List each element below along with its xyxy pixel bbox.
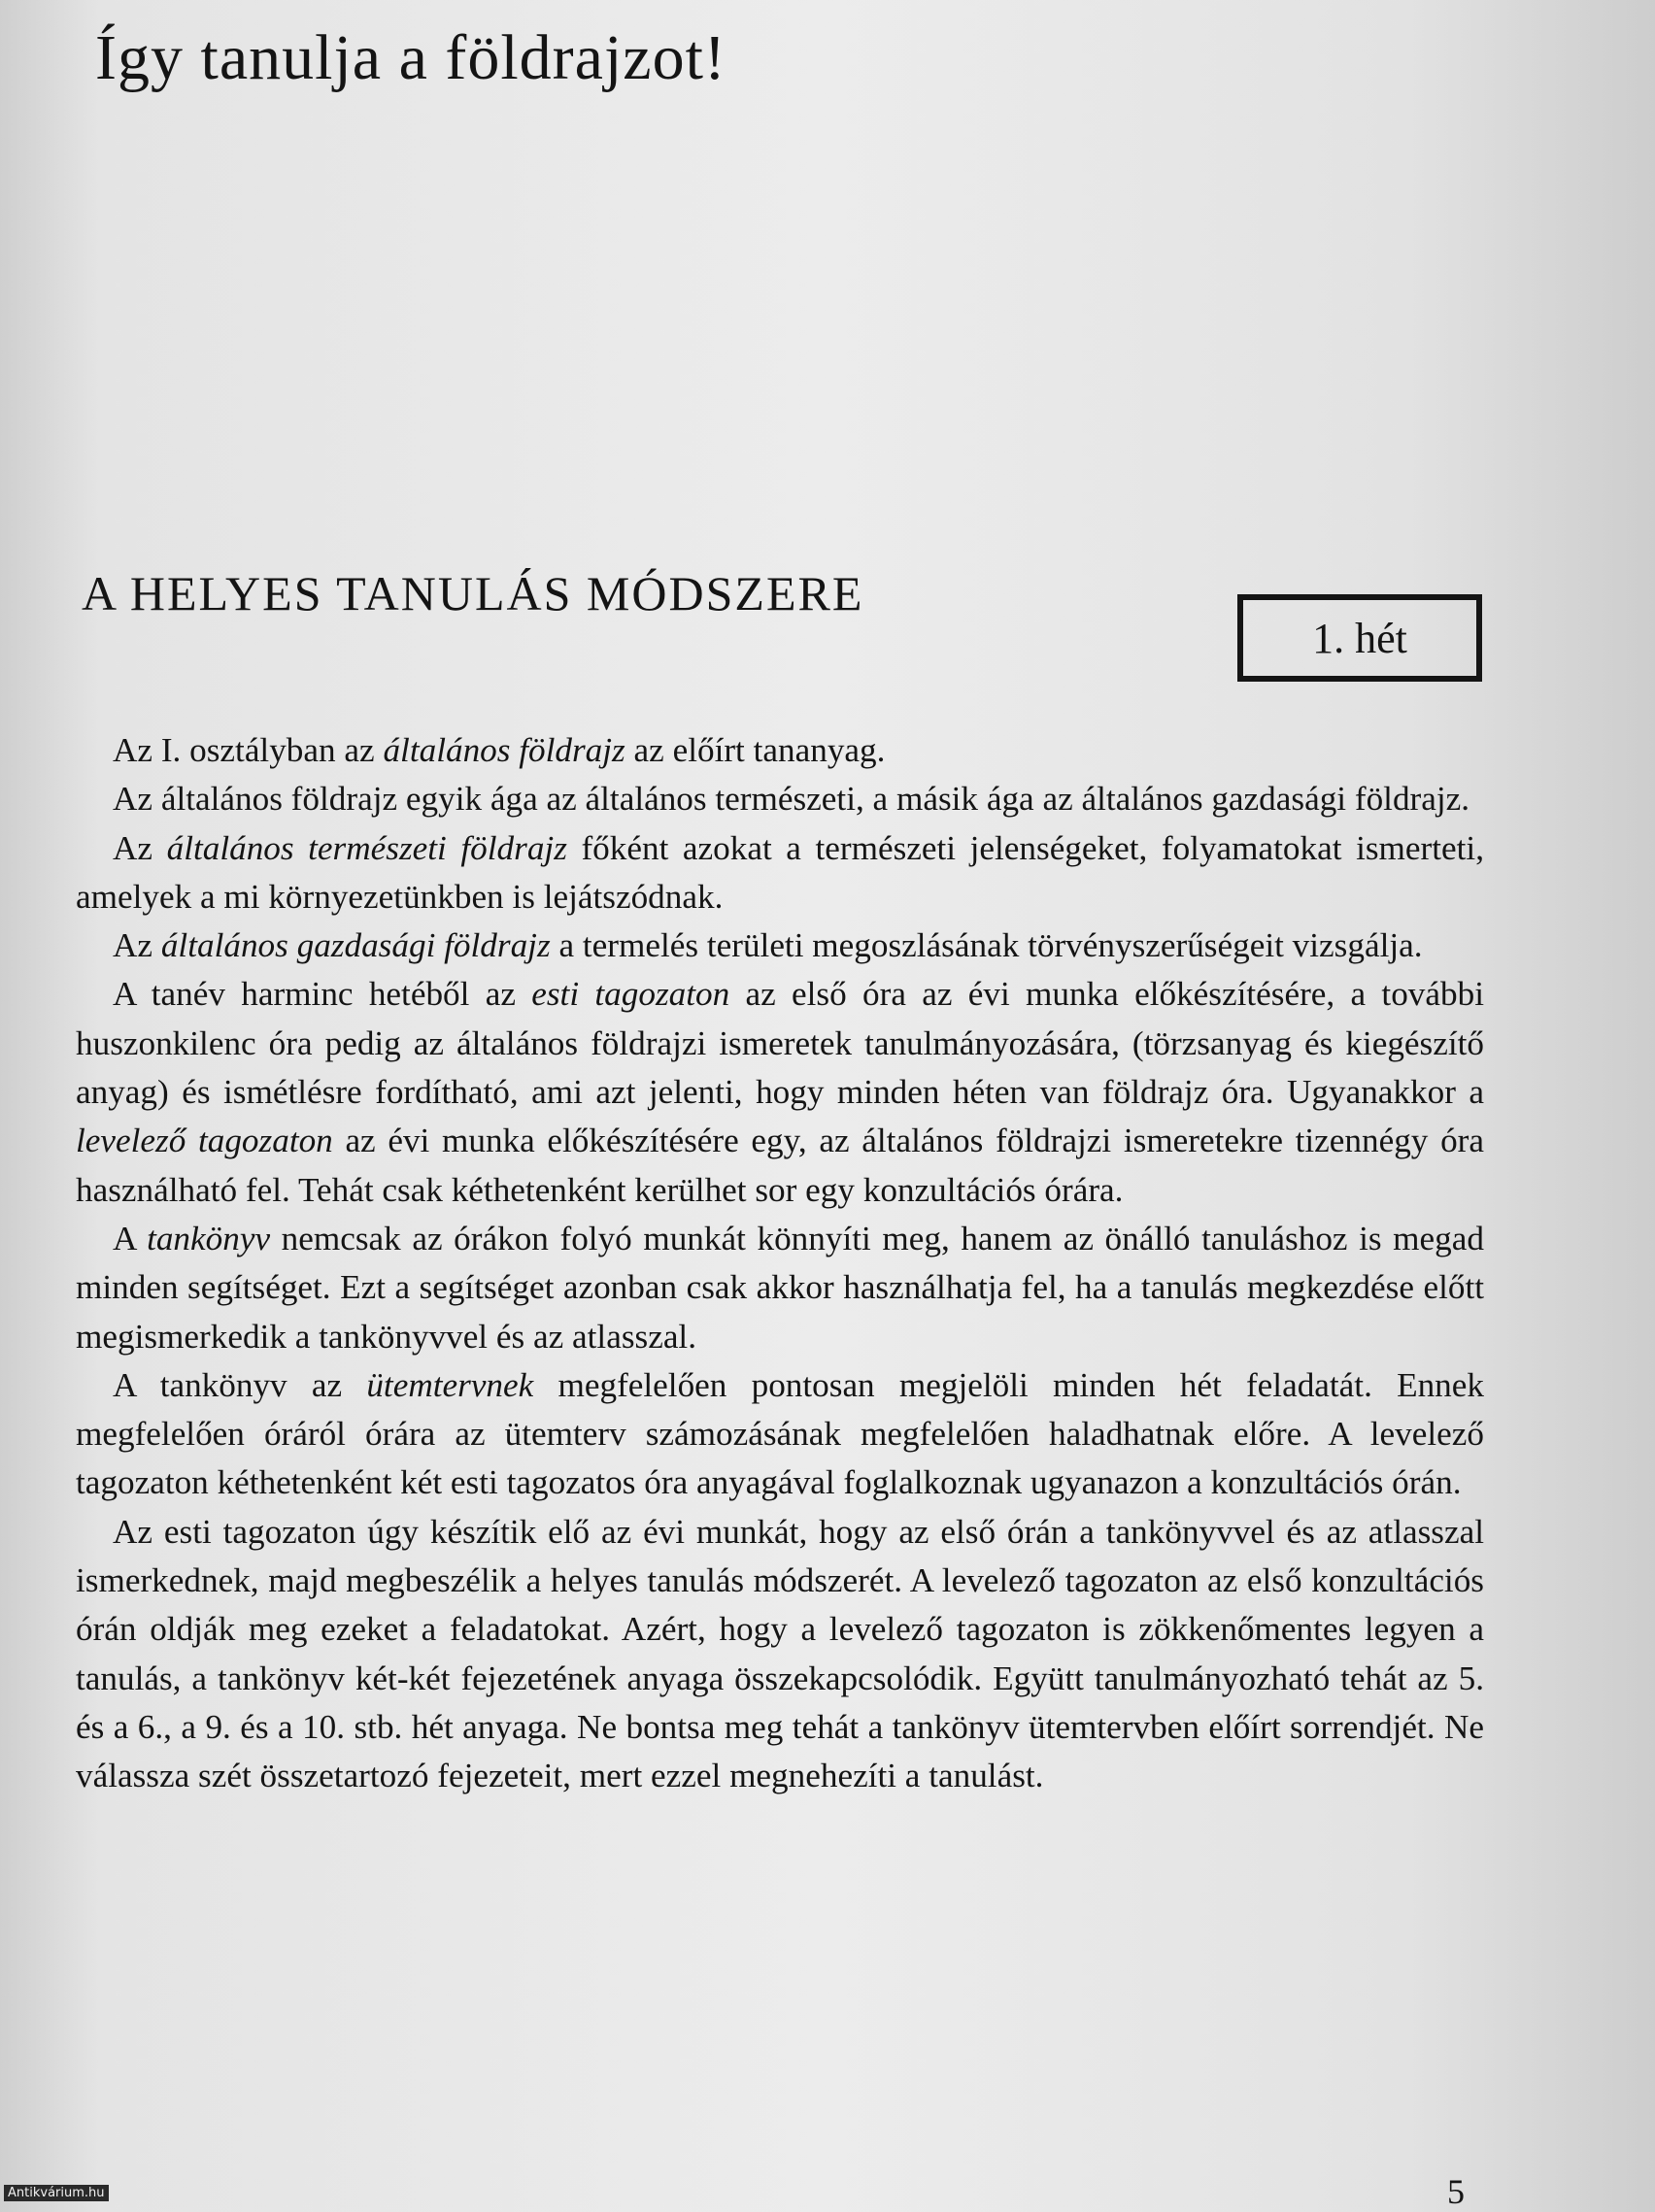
paragraph: Az I. osztályban az általános földrajz az előírt tananyag. xyxy=(113,731,886,769)
emphasis: általános gazdasági földrajz xyxy=(160,926,551,965)
body-text xyxy=(76,726,1484,1801)
emphasis: általános földrajz xyxy=(383,731,625,769)
page-title: Így tanulja a földrajzot! xyxy=(95,22,726,93)
emphasis: általános természeti földrajz xyxy=(166,828,567,867)
emphasis: esti tagozaton xyxy=(531,975,730,1014)
paragraph: A tankönyv az ütemtervnek megfelelően pontosan megjelöli minden hét feladatát. Ennek megfelelően óráról órára az ütemterv számozásának megfelelően haladhatnak előre. A levelező tagozaton kéthetenként két esti tagozatos óra anyagával foglalkoznak ugyanazon a konzultációs órán. xyxy=(76,1365,1484,1502)
week-box xyxy=(1237,594,1482,682)
emphasis: tankönyv xyxy=(147,1219,271,1257)
paragraph: Az általános természeti földrajz főként azokat a természeti jelenségeket, folyamatokat ismerteti, amelyek a mi környezetünkben is lejátszódnak. xyxy=(76,828,1484,916)
watermark: Antikvárium.hu xyxy=(4,2185,109,2201)
emphasis: levelező tagozaton xyxy=(76,1122,333,1160)
paragraph: Az általános földrajz egyik ága az általános természeti, a másik ága az általános gazdasági földrajz. xyxy=(113,780,1470,819)
paragraph: Az esti tagozaton úgy készítik elő az évi munkát, hogy az első órán a tankönyvvel és az atlasszal ismerkednek, majd megbeszélik a helyes tanulás módszerét. A levelező tagozaton az első konzultációs órán oldják meg ezeket a feladatokat. Azért, hogy a levelező tagozaton is zökkenőmentes legyen a tanulás, a tankönyv két-két fejezetének anyaga összekapcsolódik. Együtt tanulmányozható tehát az 5. és a 6., a 9. és a 10. stb. hét anyaga. Ne bontsa meg tehát a tankönyv ütemtervben előírt sorrendjét. Ne válassza szét összetartozó fejezeteit, mert ezzel megnehezíti a tanulást. xyxy=(76,1512,1484,1795)
week-label: 1. hét xyxy=(1312,614,1407,662)
emphasis: ütemtervnek xyxy=(366,1365,534,1404)
page-number: 5 xyxy=(1447,2172,1465,2211)
paragraph: A tankönyv nemcsak az órákon folyó munkát könnyíti meg, hanem az önálló tanuláshoz is megad minden segítséget. Ezt a segítséget azonban csak akkor használhatja fel, ha a tanulás megkezdése előtt megismerkedik a tankönyvvel és az atlasszal. xyxy=(76,1219,1484,1356)
paragraph: Az általános gazdasági földrajz a termelés területi megoszlásának törvényszerűségeit vizsgálja. xyxy=(113,926,1423,965)
paragraph: A tanév harminc hetéből az esti tagozaton az első óra az évi munka előkészítésére, a további huszonkilenc óra pedig az általános földrajzi ismeretek tanulmányozására, (törzsanyag és kiegészítő anyag) és ismétlésre fordítható, ami azt jelenti, hogy minden héten van földrajz óra. Ugyanakkor a levelező tagozaton az évi munka előkészítésére egy, az általános földrajzi ismeretekre tizennégy óra használható fel. Tehát csak kéthetenként kerülhet sor egy konzultációs órára. xyxy=(76,975,1484,1209)
section-heading: A HELYES TANULÁS MÓDSZERE xyxy=(82,566,864,620)
